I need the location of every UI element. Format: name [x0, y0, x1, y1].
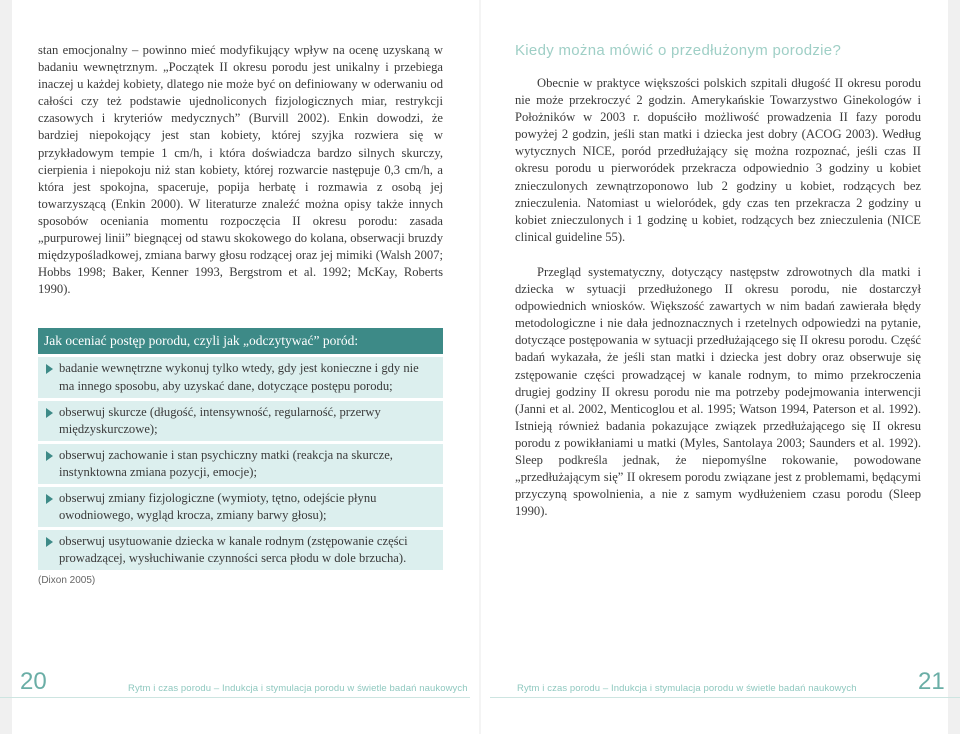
page-edge-right [948, 0, 960, 734]
left-page-column [38, 42, 443, 586]
triangle-bullet-icon [46, 537, 53, 547]
info-box-item [38, 444, 443, 484]
right-footer-rule [490, 697, 960, 698]
info-box [38, 328, 443, 586]
info-box-item-text: obserwuj usytuowanie dziecka w kanale rodnym (zstępowanie części prowadzącej, wysłuchiwanie czynności serca płodu w dole brzucha). [59, 534, 408, 566]
info-box-title: Jak oceniać postęp porodu, czyli jak „odczytywać” poród: [38, 328, 443, 354]
left-page-number: 20 [20, 668, 47, 695]
triangle-bullet-icon [46, 364, 53, 374]
triangle-bullet-icon [46, 451, 53, 461]
left-running-title: Rytm i czas porodu – Indukcja i stymulacja porodu w świetle badań naukowych [128, 683, 468, 694]
triangle-bullet-icon [46, 408, 53, 418]
right-page-number: 21 [918, 668, 945, 695]
right-paragraph-1: Obecnie w praktyce większości polskich szpitali długość II okresu porodu nie może przekroczyć 2 godzin. Amerykańskie Towarzystwo Ginekologów i Położników w 2003 r. dopuściło możliwość prowadzenia II fazy porodu powyżej 2 godzin, jeśli stan matki i dziecka jest dobry (ACOG 2003). Według wytycznych NICE, poród przedłużający się można rozpoznać, jeśli czas II okresu porodu u pierworódek przekracza odpowiednio 3 godziny u kobiet znieczulonych zewnątrzoponowo lub 2 godziny u kobiet, rodzących bez znieczulenia. Natomiast u wieloródek, gdy czas ten przekracza 2 godziny u kobiet znieczulonych i 1 godzinę u kobiet, rodzących bez znieczulenia (NICE clinical guideline 55). [515, 76, 921, 244]
section-heading: Kiedy można mówić o przedłużonym porodzie? [515, 42, 842, 59]
box-source-citation: (Dixon 2005) [38, 575, 96, 587]
right-page-column [515, 42, 921, 538]
left-body-text: stan emocjonalny – powinno mieć modyfikujący wpływ na ocenę uzyskaną w badaniu wewnętrznym. „Początek II okresu porodu jest unikalny i przebiega inaczej u każdej kobiety, dlatego nie może być on definiowany w oderwaniu od całości czy też podstawie ujednoliconych fizjologicznych miar, restrykcji czasowych i kryteriów medycznych” (Burvill 2002). Enkin dowodzi, że bardziej niepokojący jest stan kobiety, której szyjka rozwiera się w przykładowym tempie 1 cm/h, i która doświadcza bardzo silnych skurczy, cierpienia i niepokoju niż stan kobiety, której rozwarcie następuje 0,3 cm/h, a która jest spokojna, spaceruje, popija herbatę i rozmawia z osobą jej towarzyszącą (Enkin 2000). W literaturze znaleźć można opisy także innych sposobów oceniania momentu rozpoczęcia II okresu porodu: zasada „purpurowej linii” biegnącej od stawu skokowego do kolana, obserwacji bruzdy międzypośladkowej, zmiana barwy głosu rodzącej oraz jej mimiki (Walsh 2007; Hobbs 1998; Baker, Kenner 1993, Bergstrom et al. 1992; McKay, Roberts 1990). [38, 43, 443, 297]
right-running-title: Rytm i czas porodu – Indukcja i stymulacja porodu w świetle badań naukowych [517, 683, 857, 694]
page-edge-left [0, 0, 12, 734]
info-box-item [38, 487, 443, 527]
right-paragraph-2: Przegląd systematyczny, dotyczący następstw zdrowotnych dla matki i dziecka w sytuacji przedłużonego II okresu porodu, nie dostarczył odpowiednich wniosków. Większość zawartych w nim badań zawierała błędy metodologiczne i nie dała jednoznacznych i rzetelnych odpowiedzi na pytanie, dotyczące postępowania w sytuacji przedłużającego się II okresu porodu. Część badań wykazała, że jeśli stan matki i dziecka jest dobry oraz obserwuje się zstępowanie części prowadzącej w kanale rodnym, to mimo przekroczenia drugiej godziny II okresu porodu nie ma potrzeby podejmowania interwencji (Janni et al. 2002, Menticoglou et al. 1995; Watson 1994, Paterson et al. 1992). Istnieją również badania pokazujące związek przedłużającego się II okresu porodu z powikłaniami u matki (Myles, Santolaya 2003; Saunders et al. 1992). Sleep podkreśla jednak, że niepomyślne rokowanie, powodowane „przedłużającym się” II okresem porodu związane jest z problemami, będącymi przyczyną spowolnienia, a nie z samym wydłużeniem czasu porodu (Sleep 1990). [515, 264, 921, 519]
left-footer-rule [0, 697, 470, 698]
info-box-item-text: obserwuj skurcze (długość, intensywność, regularność, przerwy międzyskurczowe); [59, 404, 381, 436]
info-box-item-text: obserwuj zmiany fizjologiczne (wymioty, tętno, odejście płynu owodniowego, wygląd krocza, zmiany barwy głosu); [59, 490, 377, 523]
info-box-item [38, 530, 443, 570]
info-box-item [38, 401, 443, 441]
info-box-item-text: obserwuj zachowanie i stan psychiczny matki (reakcja na skurcze, instynktowna zmiana pozycji, emocje); [59, 447, 393, 479]
info-box-item-text: badanie wewnętrzne wykonuj tylko wtedy, gdy jest konieczne i gdy nie ma innego sposobu, aby uzyskać dane, dotyczące postępu porodu; [59, 361, 419, 393]
book-spine [479, 0, 481, 734]
info-box-item [38, 357, 443, 397]
triangle-bullet-icon [46, 494, 53, 504]
